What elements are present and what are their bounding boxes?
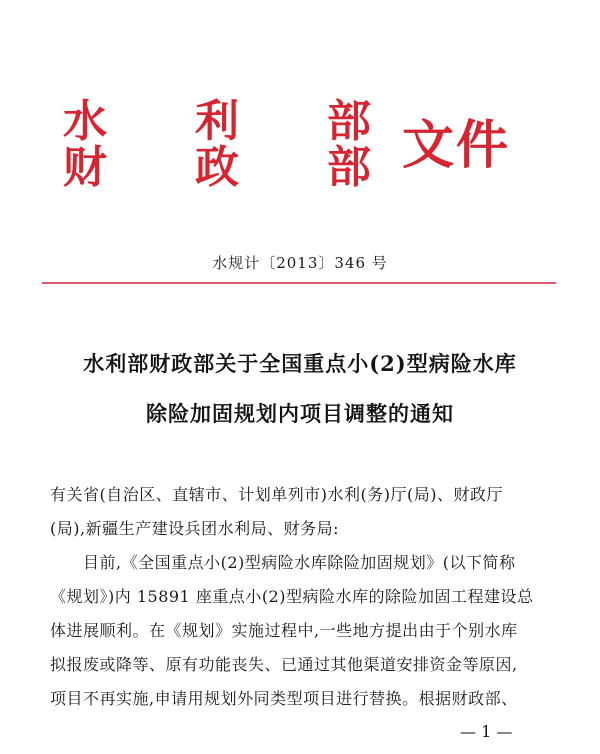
body-line: 项目不再实施,申请用规划外同类型项目进行替换。根据财政部、 <box>50 689 518 708</box>
issuer-char: 利 <box>195 96 239 147</box>
body-line: (局),新疆生产建设兵团水利局、财务局: <box>50 519 339 538</box>
issuer-char: 政 <box>195 142 239 193</box>
issuer-water-resources <box>62 96 372 147</box>
body-line: 《规划》)内 15891 座重点小(2)型病险水库的除险加固工程建设总 <box>50 587 534 606</box>
body-line: 有关省(自治区、直辖市、计划单列市)水利(务)厅(局)、财政厅 <box>50 485 503 504</box>
page-number: — 1 — <box>460 722 513 741</box>
document-type: 文件 <box>402 115 511 176</box>
body-line: 拟报废或降等、原有功能丧失、已通过其他渠道安排资金等原因, <box>50 655 518 674</box>
issuer-char: 部 <box>327 96 371 147</box>
issuer-char: 部 <box>327 142 371 193</box>
notice-title-line-1: 水利部财政部关于全国重点小(2)型病险水库 <box>83 351 517 376</box>
red-divider <box>42 282 556 284</box>
document-number: 水规计〔2013〕346 号 <box>212 254 388 272</box>
issuer-char: 财 <box>63 142 107 193</box>
letterhead <box>62 96 542 193</box>
issuer-finance <box>62 142 372 193</box>
notice-title-line-2: 除险加固规划内项目调整的通知 <box>146 401 454 426</box>
issuer-char: 水 <box>63 96 107 147</box>
body-line: 体进展顺利。在《规划》实施过程中,一些地方提出由于个别水库 <box>50 621 518 640</box>
body-line: 目前,《全国重点小(2)型病险水库除险加固规划》(以下简称 <box>50 553 516 572</box>
